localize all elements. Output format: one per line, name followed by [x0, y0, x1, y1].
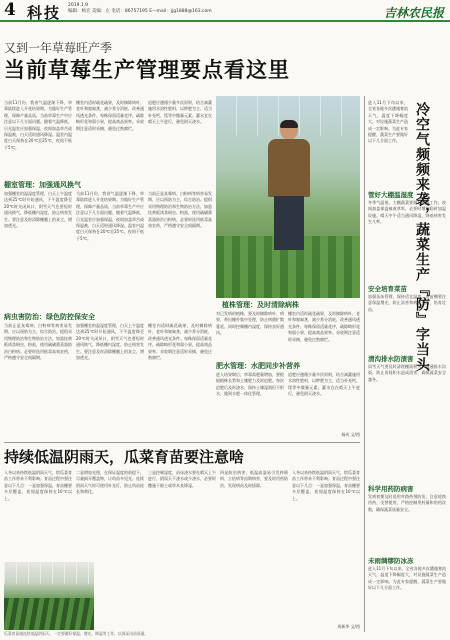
column-divider: [364, 96, 365, 632]
section-name: 科技: [27, 4, 62, 22]
story2-frost-text: 进入11月下旬以来，全省各地多次遭遇寒流天气，温度下降幅度大，对设施蔬菜生产造成一定影响。为此专家提醒，蔬菜生产要做好以下几方面工作。: [368, 566, 446, 591]
subhead-plant-management: 植株管理：及时清除病株: [222, 300, 299, 309]
subhead-seedlings: 安全培育菜苗: [368, 285, 407, 293]
story2-greenhouse-text: 冬季气温低，大棚蔬菜要做好保温工作，夜间加盖保温被或草帘，必要时增加临时加温设施。晴天中午适当通风降湿，降低病害发生几率。: [368, 200, 446, 225]
story1-headline: 当前草莓生产管理要点看这里: [4, 57, 290, 82]
story1-body-c: 当前正是灰霉病、白粉病等病害易发期，应以预防为主，综合防治。提倡采用物理防治和生物防治方法，如悬挂黄板诱杀蚜虫、粉虱，使用硫磺熏蒸器防治白粉病。必要时选用低毒高效农药，严格遵守安全间隔期。: [148, 191, 212, 229]
story3-col5: 入冬以来持续低温阴雨天气，给瓜菜育苗工作带来不利影响。育苗过程中要注意以下几点：一是加强保温，育苗棚要多层覆盖，夜间温度保持在10℃以上。: [292, 470, 360, 501]
story1-fert-a: 进入结果期后，草莓需肥量增加，要根据植株长势和土壤肥力及时追肥。每次追肥后及时浇水，保持土壤湿润但不积水，做到水肥一体化管理。: [216, 372, 284, 397]
subhead-humidity: 管好大棚温湿度: [368, 191, 414, 199]
story1-plant-b: 棚室内适时疏花疏果，及时摘除病叶、老叶和匍匐茎，减少养分消耗，改善通风透光条件。每株保留适量花序，疏除畸形花和弱小果，提高商品果率。采收期注意适时采摘，避免过熟腐烂。: [288, 311, 360, 342]
story1-body-f: 棚室内适时疏花疏果，及时摘除病叶、老叶和匍匐茎，减少养分消耗，改善通风透光条件。每株保留适量花序，疏除畸形花和弱小果，提高商品果率。采收期注意适时采摘，避免过熟腐烂。: [148, 323, 212, 361]
date: 2019.1.9: [68, 3, 89, 8]
story3-headline: 持续低温阴雨天，瓜菜育苗要注意啥: [4, 448, 245, 466]
story1-fert-b: 追肥应遵循少量多次原则，结合滴灌施用水溶性肥料，以钾肥为主，适当补充钙、镁等中微量元素。灌水宜在晴天上午进行，避免阴天浇水。: [288, 372, 360, 397]
issue-info: [68, 3, 212, 15]
story3-col2: 二是增加光照，在保证温度的前提下，尽量揭开覆盖物，让幼苗多见光。连续阴雨天气时可使用补光灯，防止幼苗徒长和黄化。: [76, 470, 144, 495]
story3-photo-caption: 瓜菜育苗遇连续低温阴雨天，一定要做好保温、增光、降湿等工作，以保证出苗质量。: [4, 631, 149, 636]
subhead-fertilizer: 肥水管理：水肥同步补营养: [216, 361, 300, 370]
story1-col1: 当前11月份，我省气温逐渐下降，草莓陆续进入开花结果期。为做好生产管理，保障产量品质，当前草莓生产中应注意以下几方面问题。随着气温降低，日光温室应加强保温，夜间加盖草苫或保温被，白天适时通风降湿。温室内温度白天保持在20℃至25℃，夜间不低于5℃。: [4, 100, 72, 150]
page-number: 4: [4, 0, 16, 20]
section-divider: [4, 442, 360, 443]
farmer-hair: [280, 120, 298, 128]
farmer-strawberry-photo: [216, 96, 360, 298]
story2-medication-text: 发病初期及时选用对路药剂防治，注意轮换用药，交替使用，严格控制用药量和用药次数，确保蔬菜质量安全。: [368, 494, 446, 512]
story3-col3: 三是控制湿度，苗床浇水要在晴天上午进行，阴雨天不浇水或少浇水，必要时撒施干细土或草木灰降湿。: [148, 470, 216, 488]
phone: 电话：86757195: [111, 9, 148, 14]
seedling-rows: [4, 598, 94, 630]
story3-col1: 入冬以来持续低温阴雨天气，给瓜菜育苗工作带来不利影响。育苗过程中要注意以下几点：一是加强保温，育苗棚要多层覆盖，夜间温度保持在10℃以上。: [4, 470, 72, 501]
story1-body-d: 当前正是灰霉病、白粉病等病害易发期，应以预防为主，综合防治。提倡采用物理防治和生物防治方法，如悬挂黄板诱杀蚜虫、粉虱，使用硫磺熏蒸器防治白粉病。必要时选用低毒高效农药，严格遵守安全间隔期。: [4, 323, 72, 361]
masthead: [0, 0, 450, 22]
story2-seedling-text: 加强苗床管理，保持适宜温度，育苗棚要注意保温增光，防止冻害和病害发生，培育壮苗。: [368, 294, 446, 312]
story1-col2: 追肥应遵循少量多次原则，结合滴灌施用水溶性肥料，以钾肥为主，适当补充钙、镁等中微量元素。灌水宜在晴天上午进行，避免阴天浇水。: [148, 100, 212, 125]
story1-body-e: 加强棚室的温湿度管理，白天上午温度达到25℃时开始通风，下午温度降至20℃时关闭风口，阴雪天气也要短时通风换气，降低棚内湿度，防止病害发生。要注意及时清除棚膜上的灰尘，增加透光。: [76, 323, 144, 361]
subhead-frost: 未雨绸缪防冰冻: [368, 557, 414, 565]
story2-drainage-text: 雨雪天气要及时清理棚面积雪，疏通排水沟渠，防止田间积水造成渍害，确保蔬菜安全越冬。: [368, 364, 446, 382]
story3-col4: 四是防治病害，低温高湿易引发猝倒病、立枯病等苗期病害，要及时用药防治，发现病苗及时拔除。: [220, 470, 288, 488]
story1-kicker: 又到一年草莓旺产季: [4, 41, 113, 55]
story1-byline: 杨成 文/图: [341, 432, 360, 437]
story1-body-b: 当前11月份，我省气温逐渐下降，草莓陆续进入开花结果期。为做好生产管理，保障产量品质，当前草莓生产中应注意以下几方面问题。随着气温降低，日光温室应加强保温，夜间加盖草苫或保温被，白天适时通风降湿。温室内温度白天保持在20℃至25℃，夜间不低于5℃。: [76, 191, 144, 241]
paper-name-logo: 吉林农民报: [383, 6, 444, 20]
editor: 编辑：杨宏 美编：左: [68, 9, 110, 14]
story1-plant-a: 对已发病的植株，要及时摘除病叶、病果，带出棚外集中处理，防止病菌扩散蔓延。同时控制棚内湿度，保持良好通风。: [216, 311, 284, 336]
farmer-pants: [274, 196, 304, 250]
story2-intro: 进入11月下旬以来，全省各地多次遭遇寒流天气，温度下降幅度大，对设施蔬菜生产造成一定影响。为此专家提醒，蔬菜生产要做好以下几方面工作。: [368, 100, 408, 144]
farmer-jacket: [268, 139, 310, 197]
subhead-pest-control: 病虫害防治：绿色防控保安全: [4, 312, 95, 321]
farmer-figure: [266, 120, 312, 250]
subhead-medication: 科学用药防病害: [368, 485, 414, 493]
seedling-greenhouse-photo: [4, 562, 94, 630]
story1-body-a: 加强棚室的温湿度管理，白天上午温度达到25℃时开始通风，下午温度降至20℃时关闭风口，阴雪天气也要短时通风换气，降低棚内湿度，防止病害发生。要注意及时清除棚膜上的灰尘，增加透光。: [4, 191, 72, 229]
email: E—mail：jjg1888@163.com: [149, 9, 212, 14]
greenhouse-roof: [4, 562, 94, 584]
story1-col1-right: 棚室内适时疏花疏果，及时摘除病叶、老叶和匍匐茎，减少养分消耗，改善通风透光条件。每株保留适量花序，疏除畸形花和弱小果，提高商品果率。采收期注意适时采摘，避免过熟腐烂。: [76, 100, 144, 131]
story2-side-title: 冷空气频频来袭，蔬菜生产『防』字当头: [414, 102, 430, 372]
subhead-greenhouse: 棚室管理：加强通风换气: [4, 180, 81, 189]
story3-byline: 周新华 文/图: [337, 624, 360, 629]
subhead-drainage: 清沟排水防渍害: [368, 355, 414, 363]
